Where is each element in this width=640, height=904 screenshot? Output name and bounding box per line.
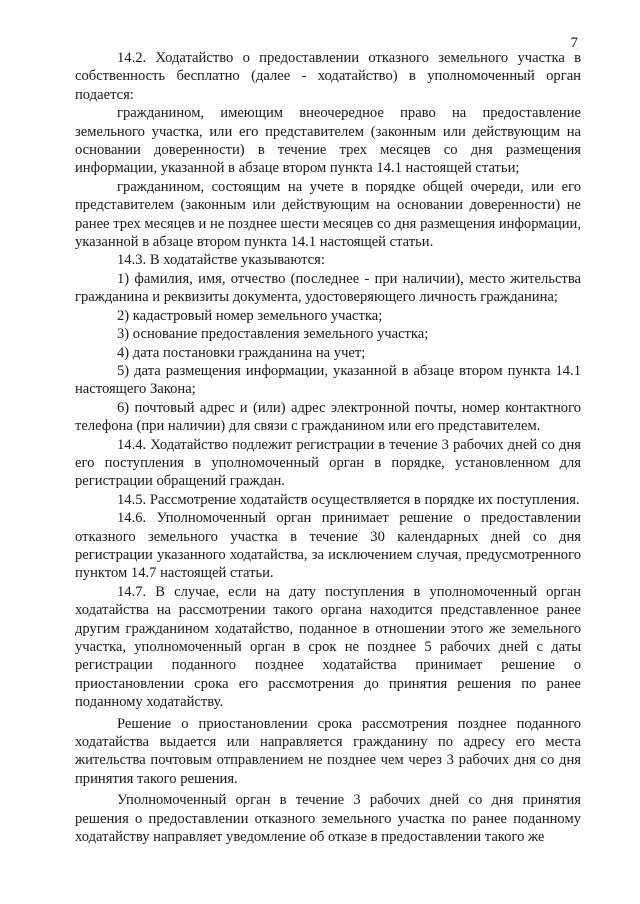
list-item-5: 5) дата размещения информации, указанной в абзаце втором пункта 14.1 настоящего Закона; (75, 362, 581, 398)
paragraph-14-4: 14.4. Ходатайство подлежит регистрации в течение 3 рабочих дней со дня его поступления в уполномоченный орган в порядке, установленном для регистрации обращений граждан. (75, 436, 581, 490)
list-item-1: 1) фамилия, имя, отчество (последнее - при наличии), место жительства гражданина и реквизиты документа, удостоверяющего личность гражданина; (75, 270, 581, 306)
list-item-2: 2) кадастровый номер земельного участка; (117, 307, 383, 324)
paragraph-14-5: 14.5. Рассмотрение ходатайств осуществляется в порядке их поступления. (117, 491, 580, 508)
paragraph-14-6: 14.6. Уполномоченный орган принимает решение о предоставлении отказного земельного участка в течение 30 календарных дней со дня регистрации указанного ходатайства, за исключением случая, предусмотренного пунктом 14.7 настоящей статьи. (75, 510, 581, 582)
list-item-4: 4) дата постановки гражданина на учет; (117, 344, 366, 361)
paragraph-priority-citizen: гражданином, имеющим внеочередное право на предоставление земельного участка, или его представителем (законным или действующим на основании доверенности) в течение трех месяцев со дня размещения информации, указанной в абзаце втором пункта 14.1 настоящей статьи; (75, 105, 581, 177)
paragraph-suspension-decision: Решение о приостановлении срока рассмотрения позднее поданного ходатайства выдается или направляется гражданину по адресу его места жительства почтовым отправлением не позднее чем через 3 рабочих дня со дня принятия такого решения. (75, 715, 581, 787)
list-item-3: 3) основание предоставления земельного участка; (117, 326, 429, 343)
paragraph-14-3: 14.3. В ходатайстве указываются: (117, 252, 325, 269)
paragraph-14-7: 14.7. В случае, если на дату поступления в уполномоченный орган ходатайства на рассмотрении такого органа находится представленное ранее другим гражданином ходатайство, поданное в отношении этого же земельного участка, уполномоченный орган в срок не позднее 5 рабочих дней с даты регистрации поданного позднее ходатайства принимает решение о приостановлении срока его рассмотрения до принятия решения по ранее поданному ходатайству. (75, 583, 581, 711)
page-number: 7 (570, 35, 578, 51)
paragraph-notification: Уполномоченный орган в течение 3 рабочих дней со дня принятия решения о предоставлении отказного земельного участка по ранее поданному ходатайству направляет уведомление об отказе в предоставлении такого же (75, 792, 581, 846)
list-item-6: 6) почтовый адрес и (или) адрес электронной почты, номер контактного телефона (при наличии) для связи с гражданином или его представителем. (75, 399, 581, 435)
paragraph-general-queue-citizen: гражданином, состоящим на учете в порядке общей очереди, или его представителем (законным или действующим на основании доверенности) не ранее трех месяцев и не позднее шести месяцев со дня размещения информации, указанной в абзаце втором пункта 14.1 настоящей статьи. (75, 178, 581, 251)
paragraph-14-2: 14.2. Ходатайство о предоставлении отказного земельного участка в собственность бесплатно (далее - ходатайство) в уполномоченный орган подается: (75, 50, 581, 103)
document-body (75, 49, 581, 846)
